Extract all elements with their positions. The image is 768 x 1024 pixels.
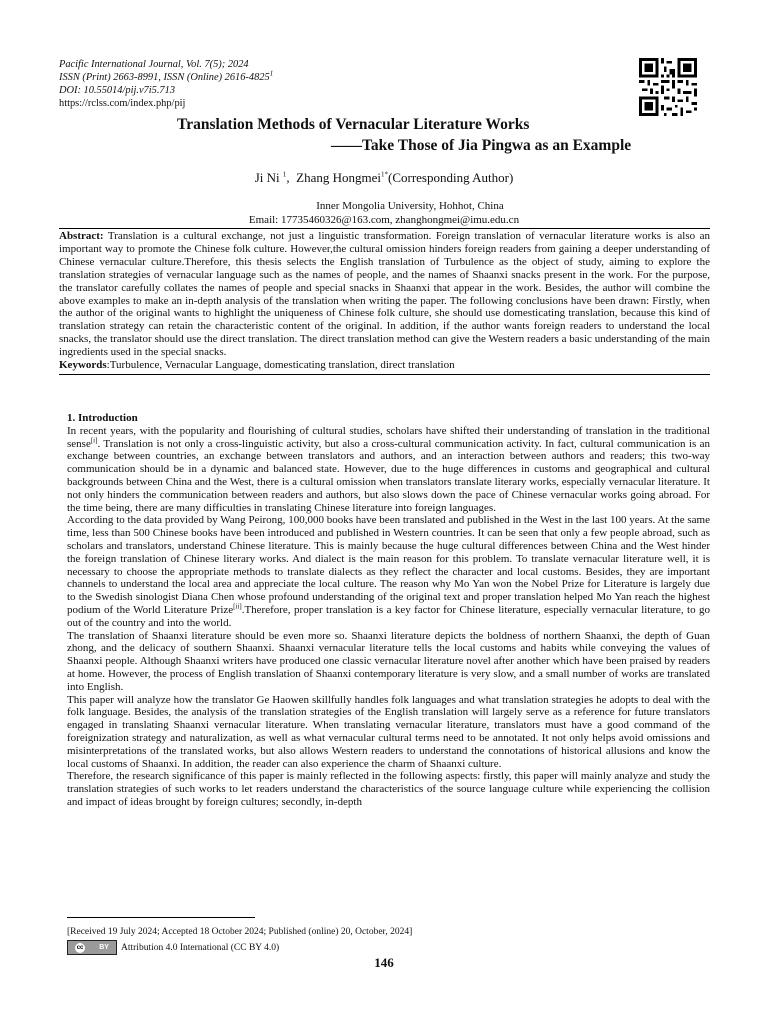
paragraph: Therefore, the research significance of this paper is mainly reflected in the following aspects: firstly, this paper will mainly analyze and study the translation strategies of such works to let readers understand the characteristics of the source language culture while experiencing the collision and impact of ideas brought by foreign cultures; secondly, in-depth: [67, 770, 710, 808]
paper-title: [59, 114, 749, 156]
abstract-label: Abstract:: [59, 230, 104, 242]
received-dates: [Received 19 July 2024; Accepted 18 October 2024; Published (online) 20, October, 2024]: [67, 927, 413, 937]
citation-ref[interactable]: [ii]: [233, 602, 242, 611]
section-heading: 1. Introduction: [67, 412, 138, 424]
journal-header: [59, 58, 579, 110]
title-line-2: ——Take Those of Jia Pingwa as an Example: [331, 137, 632, 154]
author-1: Ji Ni: [254, 170, 280, 185]
corresponding-note: (Corresponding Author): [387, 170, 514, 185]
paragraph: The translation of Shaanxi literature should be even more so. Shaanxi literature depicts the boldness of northern Shaanxi, the depth of Guan zhong, and the delicacy of southern Shaanxi. Shaanxi vernacular literature tells the local customs and habits while conveying the values of Shaanxi people. Although Shaanxi writers have produced one classic vernacular literature novel after another which have been praised by readers at home. However, the process of English translation of Shaanxi contemporary literature is very slow, and a small number of works are translated into English.: [67, 629, 710, 693]
author-2: Zhang Hongmei: [296, 170, 381, 185]
license-text: Attribution 4.0 International (CC BY 4.0): [121, 942, 280, 953]
paragraph: In recent years, with the popularity and flourishing of cultural studies, scholars have shifted their understanding of translation in the traditional sense[i]. Translation is not only a cross-linguistic activity, but also a cross-cultural communication activity. In fact, cultural communication is an exchange between countries, an exchange between translators and authors, and an interaction between authors and readers; this two-way communication should be in a dynamic and balanced state. However, due to the huge differences in customs and geographical and cultural backgrounds between China and the West, there is a cultural omission when translators translate literary works, especially vernacular literature. It not only hinders the communication between readers and authors, but also slows down the pace of Chinese vernacular works going abroad. For the time being, there are many difficulties in translating Chinese literature into foreign languages.: [67, 424, 710, 514]
license-line: [67, 940, 279, 955]
journal-citation: Pacific International Journal, Vol. 7(5); 2024: [59, 59, 249, 70]
journal-url[interactable]: https://rclss.com/index.php/pij: [59, 98, 186, 109]
footnote-divider: [67, 917, 255, 918]
qr-code-icon: [638, 58, 698, 116]
abstract-text: Abstract: Translation is a cultural exchange, not just a linguistic transformation. Foreign translation of vernacular literature works is also an important way to promote the Chinese folk culture. However,the cultural omission hinders foreign readers from gaining a deeper understanding of Chinese vernacular culture.Therefore, this thesis selects the English translation of Turbulence as the object of study, aiming to explore the translation strategies of vernacular language such as the names of people, and the names of Shaanxi snacks present in the work. For the purpose, the translator carefully collates the names of people and special snacks in Shaanxi that appear in the work. Besides, the author will combine the above examples to make an in-depth analysis of the translation when writing the paper. The following conclusions have been drawn: Firstly, when the author of the original wants to highlight the uniqueness of Chinese folk culture, she should use domesticating translation, because this kind of translation strategy can retain the characteristic content of the original. In addition, if the author wants foreign readers to understand the local snacks, the translator should use the direct translation. The direct translation method can give the Western readers a basic understanding of the main ingredients used in the special snacks.: [59, 230, 710, 359]
affiliation-block: [0, 199, 768, 227]
journal-doi: DOI: 10.55014/pij.v7i5.713: [59, 85, 176, 96]
paragraph: This paper will analyze how the translator Ge Haowen skillfully handles folk languages and what translation strategies he adopts to deal with the folk language. Besides, the analysis of the translation strategies of the English translation will largely serve as a reference for future translators engaged in translating Shaanxi vernacular literature. When translating vernacular literature, translators must have a good command of the foreignization strategy and naturalization, as well as what vernacular cultural terms need to be annotated. It not only helps avoid omissions and misinterpretations of the translated works, but also allows Western readers to understand the connotations of historical allusions and know the local customs of Shaanxi. In addition, the reader can also experience the charm of Shaanxi culture.: [67, 693, 710, 770]
title-line-1: Translation Methods of Vernacular Literature Works: [177, 116, 530, 133]
introduction-section: [67, 412, 710, 809]
citation-ref[interactable]: [i]: [90, 435, 98, 444]
page-number: 146: [374, 955, 394, 970]
affiliation: Inner Mongolia University, Hohhot, China: [316, 200, 504, 212]
journal-issn: ISSN (Print) 2663-8991, ISSN (Online) 2616-4825$^1$: [59, 69, 274, 83]
cc-license-icon[interactable]: cc BY: [67, 940, 117, 955]
author-emails: Email: 17735460326@163.com, zhanghongmei@imu.edu.cn: [248, 214, 520, 226]
keywords-label: Keywords: [59, 359, 107, 372]
keywords: Keywords:Turbulence, Vernacular Language, domesticating translation, direct translation: [59, 359, 455, 372]
abstract-section: [59, 228, 710, 375]
author-list: Ji Ni $^1$, Zhang Hongmei$^{1*}$(Corresponding Author): [254, 170, 514, 185]
paragraph: According to the data provided by Wang Peirong, 100,000 books have been translated and published in the West in the last 100 years. At the same time, less than 500 Chinese books have been introduced and published in Western countries. It can be seen that only a few people abroad, such as scholars and translators, understand Chinese literature. This is mainly because the huge cultural differences between China and the West hinder the foreign translation of Chinese literary works. And dialect is the main reason for this problem. To translate vernacular literature well, it is necessary to choose the appropriate methods to translate dialects as they reflect the character and local customs. Besides, they are important channels to understand the local area and appreciate the local culture. The reason why Mo Yan won the Nobel Prize for Literature is largely due to the Swedish sinologist Diana Chen whose profound understanding of the original text and proper translation helped Mo Yan reach the highest podium of the World Literature Prize[ii].Therefore, proper translation is a key factor for Chinese literature, especially vernacular literature, to go out of the country and into the world.: [67, 514, 710, 629]
